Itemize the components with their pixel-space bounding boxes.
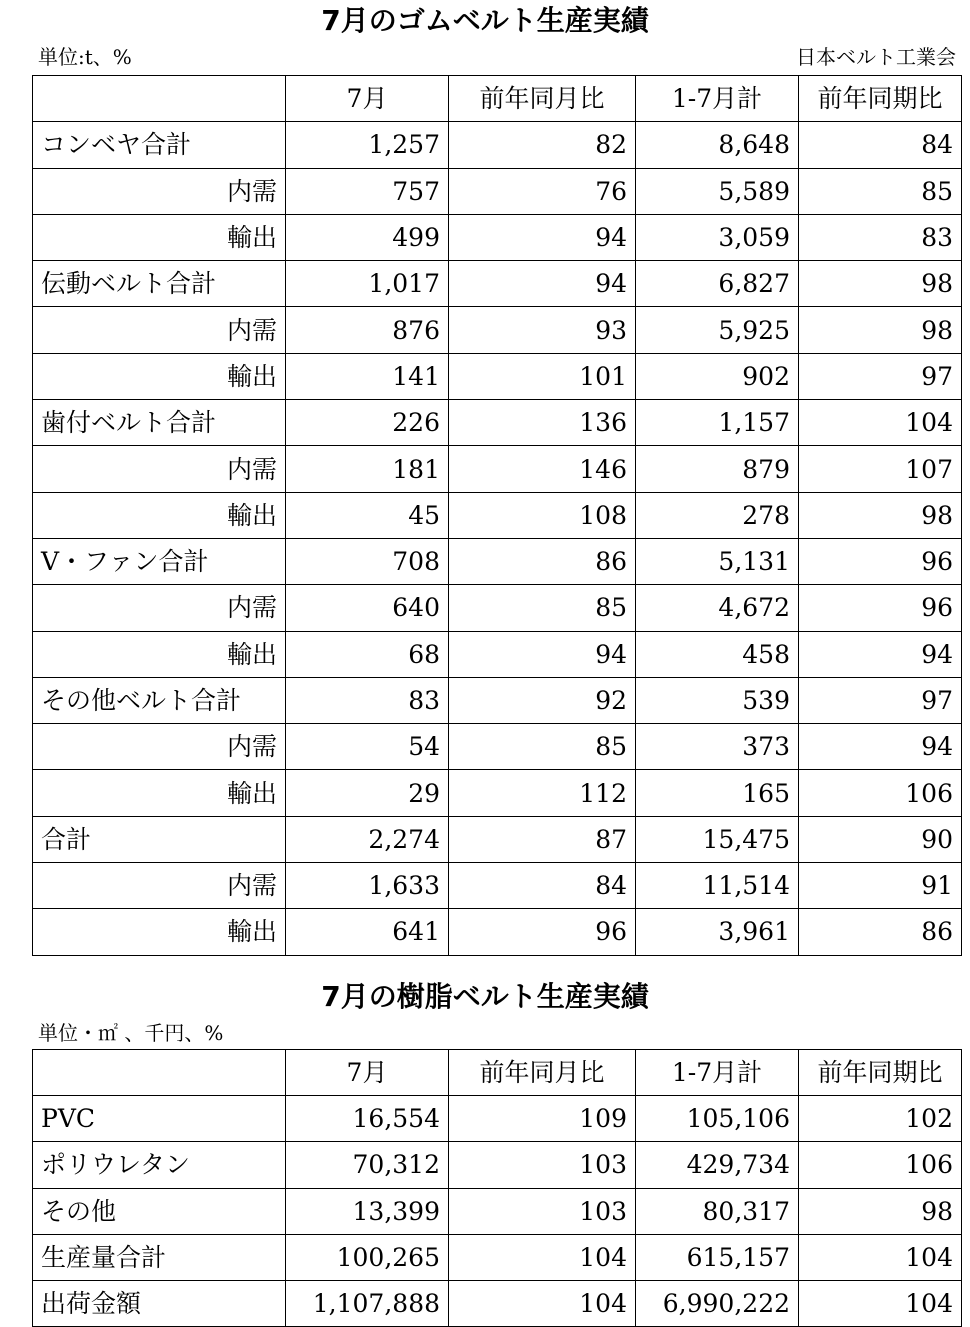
row-label: 輸出 bbox=[33, 353, 286, 399]
value-cell: 104 bbox=[799, 1280, 962, 1326]
value-cell: 82 bbox=[449, 122, 636, 168]
value-cell: 1,633 bbox=[286, 863, 449, 909]
value-cell: 181 bbox=[286, 446, 449, 492]
row-label: 生産量合計 bbox=[33, 1234, 286, 1280]
value-cell: 104 bbox=[799, 1234, 962, 1280]
value-cell: 429,734 bbox=[636, 1142, 799, 1188]
value-cell: 84 bbox=[799, 122, 962, 168]
value-cell: 98 bbox=[799, 492, 962, 538]
value-cell: 1,107,888 bbox=[286, 1280, 449, 1326]
rubber-table-row bbox=[33, 168, 962, 214]
value-cell: 86 bbox=[449, 538, 636, 584]
value-cell: 90 bbox=[799, 816, 962, 862]
value-cell: 102 bbox=[799, 1096, 962, 1142]
value-cell: 100,265 bbox=[286, 1234, 449, 1280]
value-cell: 96 bbox=[799, 585, 962, 631]
rubber-table-row bbox=[33, 400, 962, 446]
value-cell: 641 bbox=[286, 909, 449, 955]
row-label: 内需 bbox=[33, 585, 286, 631]
rubber-table-row bbox=[33, 677, 962, 723]
rubber-table-row bbox=[33, 122, 962, 168]
value-cell: 70,312 bbox=[286, 1142, 449, 1188]
value-cell: 87 bbox=[449, 816, 636, 862]
resin-table-row bbox=[33, 1188, 962, 1234]
value-cell: 4,672 bbox=[636, 585, 799, 631]
row-label: PVC bbox=[33, 1096, 286, 1142]
value-cell: 104 bbox=[449, 1280, 636, 1326]
value-cell: 103 bbox=[449, 1188, 636, 1234]
value-cell: 1,017 bbox=[286, 261, 449, 307]
value-cell: 165 bbox=[636, 770, 799, 816]
value-cell: 94 bbox=[799, 724, 962, 770]
value-cell: 3,961 bbox=[636, 909, 799, 955]
value-cell: 458 bbox=[636, 631, 799, 677]
row-label: 合計 bbox=[33, 816, 286, 862]
rubber-table-row bbox=[33, 261, 962, 307]
value-cell: 141 bbox=[286, 353, 449, 399]
value-cell: 80,317 bbox=[636, 1188, 799, 1234]
rubber-table-row bbox=[33, 214, 962, 260]
value-cell: 97 bbox=[799, 353, 962, 399]
header-blank-cell bbox=[33, 1050, 286, 1096]
value-cell: 97 bbox=[799, 677, 962, 723]
row-label: 輸出 bbox=[33, 770, 286, 816]
row-label: その他 bbox=[33, 1188, 286, 1234]
header-blank-cell bbox=[33, 76, 286, 122]
value-cell: 105,106 bbox=[636, 1096, 799, 1142]
rubber-table-row bbox=[33, 446, 962, 492]
resin-table-row bbox=[33, 1142, 962, 1188]
value-cell: 708 bbox=[286, 538, 449, 584]
value-cell: 98 bbox=[799, 261, 962, 307]
value-cell: 499 bbox=[286, 214, 449, 260]
column-header: 1-7月計 bbox=[636, 76, 799, 122]
value-cell: 6,827 bbox=[636, 261, 799, 307]
value-cell: 136 bbox=[449, 400, 636, 446]
value-cell: 373 bbox=[636, 724, 799, 770]
row-label: 出荷金額 bbox=[33, 1280, 286, 1326]
rubber-table-row bbox=[33, 538, 962, 584]
value-cell: 108 bbox=[449, 492, 636, 538]
row-label: 内需 bbox=[33, 446, 286, 492]
value-cell: 98 bbox=[799, 1188, 962, 1234]
rubber-table-row bbox=[33, 724, 962, 770]
rubber-belt-table bbox=[32, 75, 962, 956]
rubber-table-row bbox=[33, 770, 962, 816]
value-cell: 879 bbox=[636, 446, 799, 492]
column-header: 7月 bbox=[286, 76, 449, 122]
value-cell: 615,157 bbox=[636, 1234, 799, 1280]
rubber-table-row bbox=[33, 353, 962, 399]
rubber-unit-label: 単位:t、% bbox=[38, 45, 132, 69]
row-label: 内需 bbox=[33, 168, 286, 214]
value-cell: 93 bbox=[449, 307, 636, 353]
value-cell: 54 bbox=[286, 724, 449, 770]
column-header: 1-7月計 bbox=[636, 1050, 799, 1096]
row-label: V・ファン合計 bbox=[33, 538, 286, 584]
value-cell: 6,990,222 bbox=[636, 1280, 799, 1326]
value-cell: 86 bbox=[799, 909, 962, 955]
row-label: 輸出 bbox=[33, 909, 286, 955]
value-cell: 15,475 bbox=[636, 816, 799, 862]
value-cell: 98 bbox=[799, 307, 962, 353]
resin-unit-label: 単位・㎡ 、千円、% bbox=[38, 1021, 224, 1045]
value-cell: 45 bbox=[286, 492, 449, 538]
resin-table-row bbox=[33, 1234, 962, 1280]
value-cell: 104 bbox=[449, 1234, 636, 1280]
rubber-belt-title: 7月のゴムベルト生産実績 bbox=[321, 4, 649, 37]
header-row bbox=[33, 76, 962, 122]
value-cell: 3,059 bbox=[636, 214, 799, 260]
resin-belt-table bbox=[32, 1049, 962, 1327]
column-header: 前年同期比 bbox=[799, 76, 962, 122]
rubber-table-row bbox=[33, 307, 962, 353]
value-cell: 94 bbox=[449, 631, 636, 677]
rubber-table-row bbox=[33, 585, 962, 631]
row-label: 伝動ベルト合計 bbox=[33, 261, 286, 307]
column-header: 前年同月比 bbox=[449, 76, 636, 122]
row-label: ポリウレタン bbox=[33, 1142, 286, 1188]
row-label: 内需 bbox=[33, 863, 286, 909]
column-header: 前年同期比 bbox=[799, 1050, 962, 1096]
value-cell: 85 bbox=[449, 724, 636, 770]
rubber-table-row bbox=[33, 863, 962, 909]
value-cell: 757 bbox=[286, 168, 449, 214]
value-cell: 112 bbox=[449, 770, 636, 816]
value-cell: 8,648 bbox=[636, 122, 799, 168]
value-cell: 2,274 bbox=[286, 816, 449, 862]
resin-table-row bbox=[33, 1096, 962, 1142]
value-cell: 83 bbox=[286, 677, 449, 723]
value-cell: 96 bbox=[799, 538, 962, 584]
value-cell: 226 bbox=[286, 400, 449, 446]
rubber-table-row bbox=[33, 492, 962, 538]
value-cell: 91 bbox=[799, 863, 962, 909]
value-cell: 16,554 bbox=[286, 1096, 449, 1142]
row-label: 歯付ベルト合計 bbox=[33, 400, 286, 446]
value-cell: 104 bbox=[799, 400, 962, 446]
source-label: 日本ベルト工業会 bbox=[796, 45, 956, 69]
value-cell: 101 bbox=[449, 353, 636, 399]
value-cell: 1,157 bbox=[636, 400, 799, 446]
column-header: 前年同月比 bbox=[449, 1050, 636, 1096]
value-cell: 85 bbox=[799, 168, 962, 214]
value-cell: 1,257 bbox=[286, 122, 449, 168]
value-cell: 107 bbox=[799, 446, 962, 492]
value-cell: 29 bbox=[286, 770, 449, 816]
row-label: 内需 bbox=[33, 724, 286, 770]
row-label: 内需 bbox=[33, 307, 286, 353]
value-cell: 76 bbox=[449, 168, 636, 214]
rubber-table-row bbox=[33, 909, 962, 955]
rubber-table-row bbox=[33, 816, 962, 862]
value-cell: 13,399 bbox=[286, 1188, 449, 1234]
value-cell: 146 bbox=[449, 446, 636, 492]
value-cell: 876 bbox=[286, 307, 449, 353]
rubber-table-row bbox=[33, 631, 962, 677]
value-cell: 94 bbox=[449, 261, 636, 307]
value-cell: 106 bbox=[799, 1142, 962, 1188]
value-cell: 94 bbox=[449, 214, 636, 260]
value-cell: 640 bbox=[286, 585, 449, 631]
column-header: 7月 bbox=[286, 1050, 449, 1096]
value-cell: 84 bbox=[449, 863, 636, 909]
value-cell: 92 bbox=[449, 677, 636, 723]
value-cell: 278 bbox=[636, 492, 799, 538]
value-cell: 68 bbox=[286, 631, 449, 677]
value-cell: 94 bbox=[799, 631, 962, 677]
row-label: コンベヤ合計 bbox=[33, 122, 286, 168]
resin-belt-title: 7月の樹脂ベルト生産実績 bbox=[321, 980, 649, 1013]
header-row bbox=[33, 1050, 962, 1096]
row-label: その他ベルト合計 bbox=[33, 677, 286, 723]
value-cell: 11,514 bbox=[636, 863, 799, 909]
value-cell: 5,589 bbox=[636, 168, 799, 214]
row-label: 輸出 bbox=[33, 492, 286, 538]
value-cell: 109 bbox=[449, 1096, 636, 1142]
value-cell: 83 bbox=[799, 214, 962, 260]
value-cell: 5,131 bbox=[636, 538, 799, 584]
row-label: 輸出 bbox=[33, 631, 286, 677]
value-cell: 96 bbox=[449, 909, 636, 955]
value-cell: 539 bbox=[636, 677, 799, 723]
value-cell: 902 bbox=[636, 353, 799, 399]
value-cell: 85 bbox=[449, 585, 636, 631]
value-cell: 5,925 bbox=[636, 307, 799, 353]
resin-table-row bbox=[33, 1280, 962, 1326]
row-label: 輸出 bbox=[33, 214, 286, 260]
value-cell: 103 bbox=[449, 1142, 636, 1188]
value-cell: 106 bbox=[799, 770, 962, 816]
